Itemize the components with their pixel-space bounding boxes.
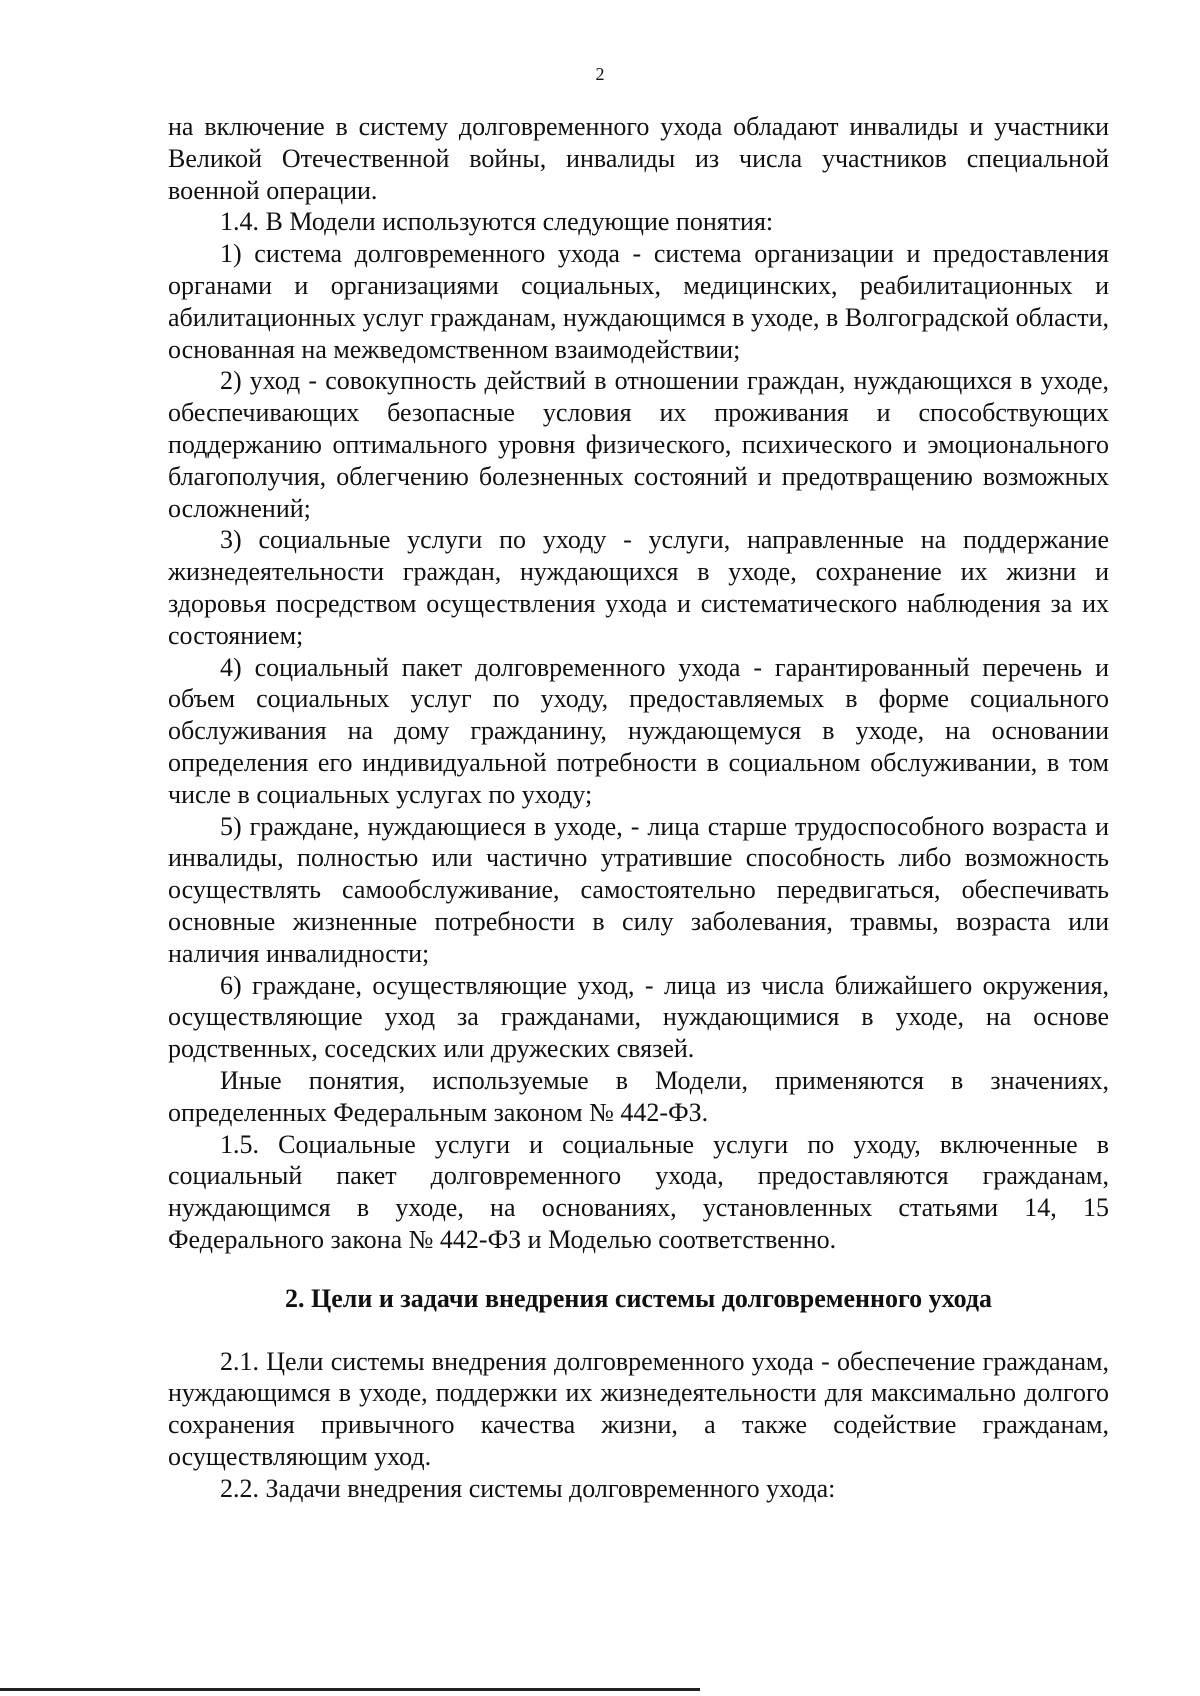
definition-1: 1) система долговременного ухода - система организации и предоставления органами и организациями социальных, медицинских, реабилитационных и абилитационных услуг гражданам, нуждающимся в уходе, в Волгоградской области, основанная на межведомственном взаимодействии;: [168, 239, 1109, 364]
definition-2: 2) уход - совокупность действий в отношении граждан, нуждающихся в уходе, обеспечивающих безопасные условия их проживания и способствующих поддержанию оптимального уровня физического, психического и эмоционального благополучия, облегчению болезненных состояний и предотвращению возможных осложнений;: [168, 366, 1109, 523]
paragraph-1-4: 1.4. В Модели используются следующие понятия:: [220, 207, 774, 237]
document-body: [168, 111, 1109, 1505]
scan-edge-line: [0, 1688, 700, 1691]
page-number: 2: [595, 64, 605, 84]
paragraph-continuation: на включение в систему долговременного ухода обладают инвалиды и участники Великой Отечественной войны, инвалиды из числа участников специальной военной операции.: [168, 112, 1109, 205]
paragraph-2-1: 2.1. Цели системы внедрения долговременного ухода - обеспечение гражданам, нуждающимся в уходе, поддержки их жизнедеятельности для максимально долгого сохранения привычного качества жизни, а также содействие гражданам, осуществляющим уход.: [168, 1346, 1109, 1472]
definition-5: 5) граждане, нуждающиеся в уходе, - лица старше трудоспособного возраста и инвалиды, полностью или частично утратившие способность либо возможность осуществлять самообслуживание, самостоятельно передвигаться, обеспечивать основные жизненные потребности в силу заболевания, травмы, возраста или наличия инвалидности;: [168, 811, 1109, 968]
definition-4: 4) социальный пакет долговременного ухода - гарантированный перечень и объем социальных услуг по уходу, предоставляемых в форме социального обслуживания на дому гражданину, нуждающемуся в уходе, на основании определения его индивидуальной потребности в социальном обслуживании, в том числе в социальных услугах по уходу;: [168, 652, 1109, 809]
section-heading: 2. Цели и задачи внедрения системы долговременного ухода: [284, 1283, 993, 1313]
paragraph-2-2: 2.2. Задачи внедрения системы долговременного ухода:: [220, 1473, 836, 1503]
definition-6: 6) граждане, осуществляющие уход, - лица из числа ближайшего окружения, осуществляющие уход за гражданами, нуждающимися в уходе, на основе родственных, соседских или дружеских связей.: [168, 970, 1109, 1064]
paragraph-1-5: 1.5. Социальные услуги и социальные услуги по уходу, включенные в социальный пакет долговременного ухода, предоставляются гражданам, нуждающимся в уходе, на основаниях, установленных статьями 14, 15 Федерального закона № 442-ФЗ и Моделью соответственно.: [168, 1129, 1109, 1254]
definition-3: 3) социальные услуги по уходу - услуги, направленные на поддержание жизнедеятельности граждан, нуждающихся в уходе, сохранение их жизни и здоровья посредством осуществления ухода и систематического наблюдения за их состоянием;: [168, 525, 1109, 650]
paragraph-other-terms: Иные понятия, используемые в Модели, применяются в значениях, определенных Федеральным законом № 442-ФЗ.: [168, 1065, 1109, 1127]
